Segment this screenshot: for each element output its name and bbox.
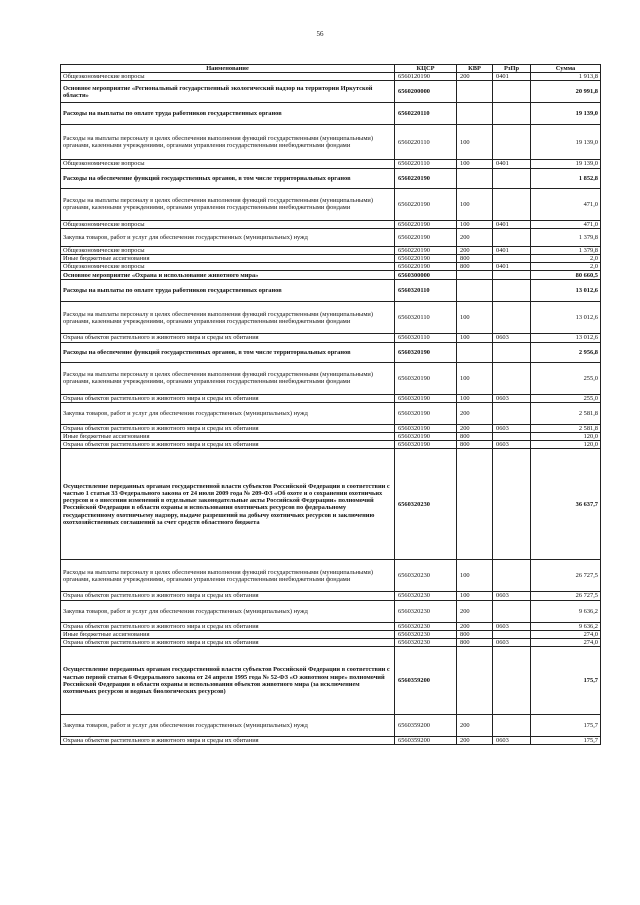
cell-name: Общеэкономические вопросы <box>61 160 395 168</box>
cell-sum: 2 581,8 <box>531 402 601 424</box>
cell-rzpr <box>493 433 531 441</box>
cell-kcsr: 6560320230 <box>395 592 457 600</box>
cell-kcsr: 6560220190 <box>395 228 457 246</box>
table-row <box>61 449 601 560</box>
cell-kcsr: 6560359200 <box>395 737 457 745</box>
table-row <box>61 639 601 647</box>
cell-sum: 1 379,8 <box>531 246 601 254</box>
cell-kcsr: 6560220110 <box>395 125 457 160</box>
cell-rzpr <box>493 342 531 362</box>
cell-rzpr <box>493 647 531 715</box>
cell-sum: 9 636,2 <box>531 622 601 630</box>
cell-kvr: 200 <box>457 715 493 737</box>
cell-kcsr: 6560220190 <box>395 220 457 228</box>
cell-kcsr: 6560320230 <box>395 600 457 622</box>
cell-kcsr: 6560320190 <box>395 433 457 441</box>
cell-kcsr: 6560220110 <box>395 160 457 168</box>
cell-kvr: 100 <box>457 302 493 334</box>
table-row <box>61 362 601 394</box>
table-row <box>61 592 601 600</box>
cell-kvr: 800 <box>457 441 493 449</box>
cell-rzpr: 0603 <box>493 622 531 630</box>
cell-kcsr: 6560300000 <box>395 271 457 280</box>
table-row <box>61 424 601 432</box>
table-row <box>61 103 601 125</box>
table-row <box>61 334 601 342</box>
cell-sum: 274,0 <box>531 630 601 638</box>
cell-rzpr <box>493 188 531 220</box>
cell-sum: 19 139,0 <box>531 103 601 125</box>
cell-name: Охрана объектов растительного и животного мира и среды их обитания <box>61 592 395 600</box>
cell-kvr: 100 <box>457 592 493 600</box>
cell-sum: 1 852,8 <box>531 168 601 188</box>
table-row <box>61 647 601 715</box>
cell-sum: 471,0 <box>531 220 601 228</box>
cell-rzpr: 0401 <box>493 263 531 271</box>
cell-kcsr: 6560320110 <box>395 302 457 334</box>
cell-kcsr: 6560320190 <box>395 362 457 394</box>
cell-kvr <box>457 342 493 362</box>
cell-rzpr <box>493 630 531 638</box>
table-row <box>61 441 601 449</box>
table-body <box>61 73 601 745</box>
cell-rzpr: 0401 <box>493 160 531 168</box>
table-row <box>61 433 601 441</box>
header-rzpr: РзПр <box>493 65 531 73</box>
cell-rzpr <box>493 280 531 302</box>
cell-kvr: 100 <box>457 220 493 228</box>
cell-name: Осуществление переданных органам государственной власти субъектов Российской Федерации в соответствии с частью первой статьи 6 Федерального закона от 24 апреля 1995 года № 52-ФЗ «О животном мире» полномочий Российской Федерации в области охраны и использования объектов животного мира (за исключением охотничьих ресурсов и водных биологических ресурсов) <box>61 647 395 715</box>
cell-name: Закупка товаров, работ и услуг для обеспечения государственных (муниципальных) нужд <box>61 600 395 622</box>
cell-kcsr: 6560200000 <box>395 81 457 103</box>
cell-sum: 20 991,8 <box>531 81 601 103</box>
cell-kcsr: 6560320190 <box>395 424 457 432</box>
cell-name: Общеэкономические вопросы <box>61 220 395 228</box>
cell-name: Расходы на выплаты персоналу в целях обеспечения выполнения функций государственными (муниципальными) органами, казенными учреждениями, органами управления государственными внебюджетными фондами <box>61 560 395 592</box>
cell-kvr <box>457 280 493 302</box>
cell-rzpr: 0401 <box>493 220 531 228</box>
cell-rzpr <box>493 81 531 103</box>
table-row <box>61 188 601 220</box>
cell-kcsr: 6560320230 <box>395 639 457 647</box>
cell-kcsr: 6560120190 <box>395 73 457 81</box>
cell-kcsr: 6560220190 <box>395 246 457 254</box>
cell-name: Расходы на выплаты по оплате труда работников государственных органов <box>61 280 395 302</box>
cell-name: Общеэкономические вопросы <box>61 73 395 81</box>
cell-kcsr: 6560320230 <box>395 630 457 638</box>
table-row <box>61 220 601 228</box>
cell-name: Основное мероприятие «Региональный государственный экологический надзор на территории Иркутской области» <box>61 81 395 103</box>
table-row <box>61 168 601 188</box>
cell-kvr: 100 <box>457 188 493 220</box>
cell-kvr: 100 <box>457 362 493 394</box>
header-kvr: КВР <box>457 65 493 73</box>
cell-sum: 2,0 <box>531 263 601 271</box>
cell-name: Расходы на выплаты по оплате труда работников государственных органов <box>61 103 395 125</box>
cell-name: Охрана объектов растительного и животного мира и среды их обитания <box>61 424 395 432</box>
cell-sum: 1 379,8 <box>531 228 601 246</box>
table-row <box>61 715 601 737</box>
cell-kvr <box>457 449 493 560</box>
table-header-row <box>61 65 601 73</box>
cell-rzpr: 0603 <box>493 334 531 342</box>
table-row <box>61 81 601 103</box>
cell-kvr: 100 <box>457 560 493 592</box>
cell-kcsr: 6560220190 <box>395 255 457 263</box>
cell-kvr <box>457 103 493 125</box>
cell-kcsr: 6560320230 <box>395 560 457 592</box>
cell-kcsr: 6560320230 <box>395 622 457 630</box>
cell-kvr: 200 <box>457 737 493 745</box>
table-row <box>61 246 601 254</box>
cell-kvr <box>457 647 493 715</box>
cell-sum: 2 956,8 <box>531 342 601 362</box>
cell-kvr: 800 <box>457 433 493 441</box>
table-row <box>61 600 601 622</box>
cell-kvr: 800 <box>457 255 493 263</box>
cell-name: Охрана объектов растительного и животного мира и среды их обитания <box>61 639 395 647</box>
table-row <box>61 402 601 424</box>
cell-sum: 175,7 <box>531 737 601 745</box>
cell-kcsr: 6560320110 <box>395 334 457 342</box>
budget-table <box>60 64 601 745</box>
cell-sum: 2,0 <box>531 255 601 263</box>
cell-kcsr: 6560220190 <box>395 168 457 188</box>
cell-kcsr: 6560320190 <box>395 394 457 402</box>
cell-kvr <box>457 271 493 280</box>
cell-rzpr <box>493 271 531 280</box>
cell-sum: 471,0 <box>531 188 601 220</box>
cell-rzpr <box>493 103 531 125</box>
cell-sum: 175,7 <box>531 647 601 715</box>
cell-kcsr: 6560220110 <box>395 103 457 125</box>
table-row <box>61 737 601 745</box>
cell-rzpr: 0603 <box>493 441 531 449</box>
table-row <box>61 263 601 271</box>
cell-kvr: 200 <box>457 228 493 246</box>
cell-name: Иные бюджетные ассигнования <box>61 255 395 263</box>
cell-kcsr: 6560320190 <box>395 342 457 362</box>
cell-rzpr: 0603 <box>493 394 531 402</box>
cell-sum: 1 913,8 <box>531 73 601 81</box>
cell-name: Закупка товаров, работ и услуг для обеспечения государственных (муниципальных) нужд <box>61 228 395 246</box>
cell-kvr: 800 <box>457 263 493 271</box>
cell-sum: 175,7 <box>531 715 601 737</box>
cell-rzpr <box>493 362 531 394</box>
table-row <box>61 280 601 302</box>
cell-kvr: 100 <box>457 160 493 168</box>
table-row <box>61 342 601 362</box>
cell-sum: 120,0 <box>531 433 601 441</box>
cell-sum: 26 727,5 <box>531 560 601 592</box>
cell-sum: 13 012,6 <box>531 334 601 342</box>
table-row <box>61 160 601 168</box>
cell-kcsr: 6560220190 <box>395 188 457 220</box>
cell-rzpr <box>493 600 531 622</box>
cell-kcsr: 6560320230 <box>395 449 457 560</box>
table-row <box>61 622 601 630</box>
table-row <box>61 560 601 592</box>
cell-rzpr <box>493 168 531 188</box>
cell-rzpr: 0603 <box>493 424 531 432</box>
cell-sum: 120,0 <box>531 441 601 449</box>
header-kcsr: КЦСР <box>395 65 457 73</box>
cell-kcsr: 6560220190 <box>395 263 457 271</box>
cell-kvr: 100 <box>457 394 493 402</box>
cell-name: Осуществление переданных органам государственной власти субъектов Российской Федерации в соответствии с частью 1 статьи 33 Федерального закона от 24 июля 2009 года № 209-ФЗ «Об охоте и о сохранении охотничьих ресурсов и о внесении изменений в отдельные законодательные акты Российской Федерации» полномочий Российской Федерации в области охраны и использования охотничьих ресурсов по федеральному государственному охотничьему надзору, выдаче разрешений на добычу охотничьих ресурсов и заключению охотхозяйственных соглашений за счет средств областного бюджета <box>61 449 395 560</box>
cell-kcsr: 6560320110 <box>395 280 457 302</box>
cell-rzpr <box>493 560 531 592</box>
cell-name: Охрана объектов растительного и животного мира и среды их обитания <box>61 441 395 449</box>
cell-sum: 255,0 <box>531 394 601 402</box>
cell-sum: 2 581,8 <box>531 424 601 432</box>
cell-name: Охрана объектов растительного и животного мира и среды их обитания <box>61 394 395 402</box>
cell-kcsr: 6560320190 <box>395 402 457 424</box>
cell-sum: 9 636,2 <box>531 600 601 622</box>
cell-name: Охрана объектов растительного и животного мира и среды их обитания <box>61 737 395 745</box>
cell-sum: 19 139,0 <box>531 160 601 168</box>
cell-sum: 26 727,5 <box>531 592 601 600</box>
cell-name: Расходы на обеспечение функций государственных органов, в том числе территориальных органов <box>61 168 395 188</box>
cell-name: Расходы на обеспечение функций государственных органов, в том числе территориальных органов <box>61 342 395 362</box>
cell-name: Охрана объектов растительного и животного мира и среды их обитания <box>61 334 395 342</box>
cell-kvr: 200 <box>457 402 493 424</box>
cell-name: Иные бюджетные ассигнования <box>61 433 395 441</box>
cell-sum: 19 139,0 <box>531 125 601 160</box>
table-row <box>61 125 601 160</box>
cell-kvr <box>457 81 493 103</box>
table-row <box>61 630 601 638</box>
cell-kvr <box>457 168 493 188</box>
cell-kvr: 200 <box>457 622 493 630</box>
cell-kcsr: 6560359200 <box>395 647 457 715</box>
cell-rzpr <box>493 228 531 246</box>
cell-name: Основное мероприятие «Охрана и использование животного мира» <box>61 271 395 280</box>
cell-name: Расходы на выплаты персоналу в целях обеспечения выполнения функций государственными (муниципальными) органами, казенными учреждениями, органами управления государственными внебюджетными фондами <box>61 302 395 334</box>
cell-rzpr <box>493 715 531 737</box>
cell-kcsr: 6560359200 <box>395 715 457 737</box>
table-row <box>61 228 601 246</box>
cell-kcsr: 6560320190 <box>395 441 457 449</box>
table-row <box>61 255 601 263</box>
cell-sum: 36 637,7 <box>531 449 601 560</box>
cell-name: Общеэкономические вопросы <box>61 263 395 271</box>
cell-name: Расходы на выплаты персоналу в целях обеспечения выполнения функций государственными (муниципальными) органами, казенными учреждениями, органами управления государственными внебюджетными фондами <box>61 362 395 394</box>
cell-rzpr <box>493 449 531 560</box>
cell-rzpr <box>493 302 531 334</box>
table-row <box>61 73 601 81</box>
cell-rzpr: 0401 <box>493 73 531 81</box>
table-row <box>61 271 601 280</box>
cell-sum: 80 660,5 <box>531 271 601 280</box>
cell-rzpr: 0603 <box>493 737 531 745</box>
cell-name: Расходы на выплаты персоналу в целях обеспечения выполнения функций государственными (муниципальными) органами, казенными учреждениями, органами управления государственными внебюджетными фондами <box>61 188 395 220</box>
cell-kvr: 100 <box>457 334 493 342</box>
cell-kvr: 100 <box>457 125 493 160</box>
table-row <box>61 394 601 402</box>
header-sum: Сумма <box>531 65 601 73</box>
page-number: 56 <box>316 30 324 38</box>
cell-kvr: 800 <box>457 639 493 647</box>
cell-sum: 255,0 <box>531 362 601 394</box>
cell-sum: 13 012,6 <box>531 280 601 302</box>
cell-name: Общеэкономические вопросы <box>61 246 395 254</box>
cell-kvr: 200 <box>457 73 493 81</box>
cell-sum: 274,0 <box>531 639 601 647</box>
cell-rzpr: 0603 <box>493 592 531 600</box>
cell-name: Иные бюджетные ассигнования <box>61 630 395 638</box>
header-name: Наименование <box>61 65 395 73</box>
cell-name: Расходы на выплаты персоналу в целях обеспечения выполнения функций государственными (муниципальными) органами, казенными учреждениями, органами управления государственными внебюджетными фондами <box>61 125 395 160</box>
cell-kvr: 200 <box>457 246 493 254</box>
table-row <box>61 302 601 334</box>
cell-rzpr <box>493 255 531 263</box>
cell-name: Закупка товаров, работ и услуг для обеспечения государственных (муниципальных) нужд <box>61 715 395 737</box>
cell-rzpr: 0603 <box>493 639 531 647</box>
cell-rzpr <box>493 125 531 160</box>
cell-kvr: 200 <box>457 424 493 432</box>
cell-kvr: 800 <box>457 630 493 638</box>
cell-rzpr: 0401 <box>493 246 531 254</box>
cell-name: Закупка товаров, работ и услуг для обеспечения государственных (муниципальных) нужд <box>61 402 395 424</box>
cell-rzpr <box>493 402 531 424</box>
cell-name: Охрана объектов растительного и животного мира и среды их обитания <box>61 622 395 630</box>
cell-kvr: 200 <box>457 600 493 622</box>
cell-sum: 13 012,6 <box>531 302 601 334</box>
